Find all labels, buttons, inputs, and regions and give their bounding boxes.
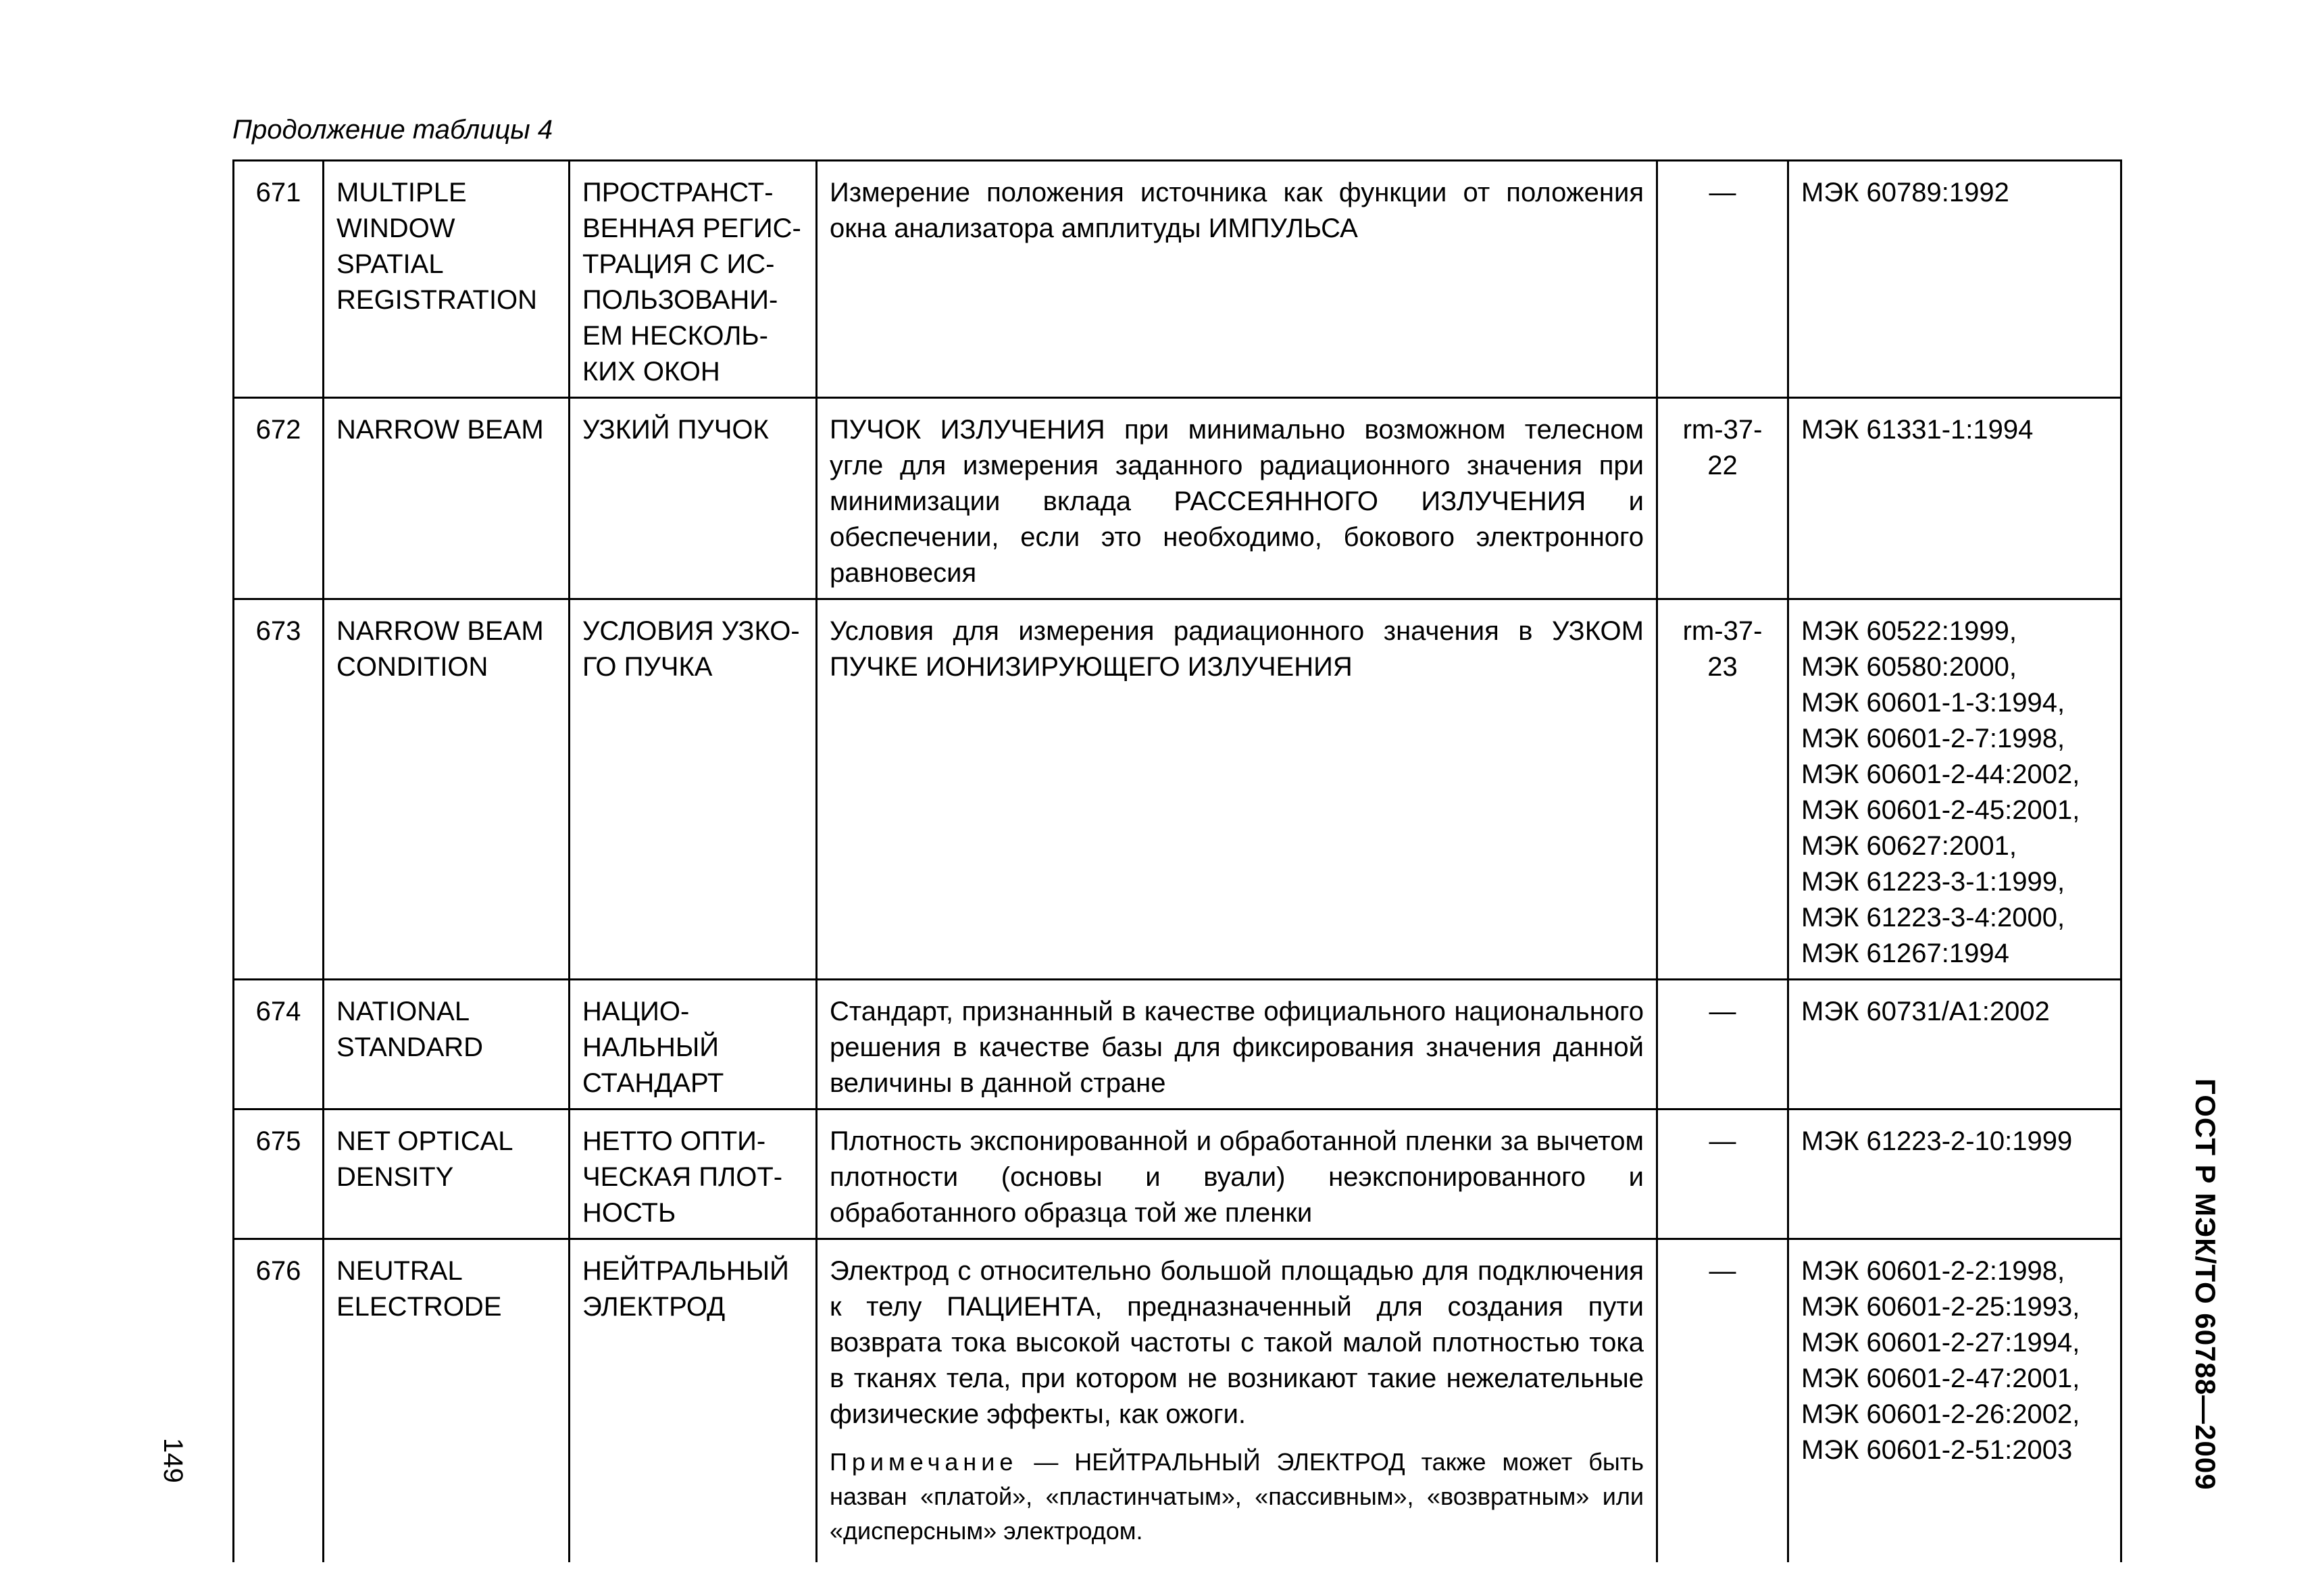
term-reference-code: — xyxy=(1657,161,1788,398)
term-russian-line: КИХ ОКОН xyxy=(582,357,720,386)
standard-ref: МЭК 60601-2-47:2001, xyxy=(1801,1364,2080,1393)
term-definition: Плотность экспонированной и обработанной пленки за вычетом плотности (основы и вуали) неэкспонированного и обработанного образца той же пленки xyxy=(817,1109,1657,1239)
term-definition: Измерение положения источника как функции от положения окна анализатора амплитуды ИМПУЛЬСА xyxy=(817,161,1657,398)
term-english-line: SPATIAL xyxy=(336,249,444,279)
term-english xyxy=(324,1109,570,1239)
term-definition: ПУЧОК ИЗЛУЧЕНИЯ при минимально возможном телесном угле для измерения заданного радиационного значения при минимизации вклада РАССЕЯННОГО ИЗЛУЧЕНИЯ и обеспечении, если это необходимо, бокового электронного равновесия xyxy=(817,398,1657,599)
term-russian-line: НОСТЬ xyxy=(582,1198,676,1228)
standard-ref: МЭК 60580:2000, xyxy=(1801,652,2017,682)
term-russian-line: ЧЕСКАЯ ПЛОТ- xyxy=(582,1162,783,1192)
term-standards xyxy=(1788,398,2121,599)
term-reference-code: — xyxy=(1657,1109,1788,1239)
term-english-line: NATIONAL xyxy=(336,997,470,1026)
term-russian-line: УСЛОВИЯ УЗКО- xyxy=(582,616,800,646)
term-definition xyxy=(817,1239,1657,1562)
term-english xyxy=(324,1239,570,1562)
term-english-line: ELECTRODE xyxy=(336,1292,502,1322)
standard-ref: МЭК 60601-2-51:2003 xyxy=(1801,1435,2073,1465)
standard-ref: МЭК 60601-2-44:2002, xyxy=(1801,759,2080,789)
term-russian-line: ГО ПУЧКА xyxy=(582,652,713,682)
table-row xyxy=(234,398,2121,599)
table-row xyxy=(234,980,2121,1109)
term-reference-code: rm-37-23 xyxy=(1657,599,1788,980)
term-reference-code: — xyxy=(1657,980,1788,1109)
term-standards xyxy=(1788,161,2121,398)
standard-ref: МЭК 60601-2-7:1998, xyxy=(1801,724,2065,753)
note-label: Примечание xyxy=(830,1448,1018,1476)
term-russian xyxy=(570,1239,817,1562)
term-definition: Стандарт, признанный в качестве официального национального решения в качестве базы для фиксирования значения данной величины в данной стране xyxy=(817,980,1657,1109)
standard-ref: МЭК 60601-2-45:2001, xyxy=(1801,795,2080,825)
term-russian-line: ПРОСТРАНСТ- xyxy=(582,178,774,207)
table-row xyxy=(234,1109,2121,1239)
term-russian-line: НАЛЬНЫЙ xyxy=(582,1032,719,1062)
term-number: 674 xyxy=(234,980,324,1109)
term-number: 676 xyxy=(234,1239,324,1562)
standard-ref: МЭК 60601-2-25:1993, xyxy=(1801,1292,2080,1322)
table-row xyxy=(234,1239,2121,1562)
term-english xyxy=(324,161,570,398)
term-english xyxy=(324,398,570,599)
term-russian xyxy=(570,1109,817,1239)
term-standards xyxy=(1788,599,2121,980)
term-number: 672 xyxy=(234,398,324,599)
standard-ref: МЭК 60601-1-3:1994, xyxy=(1801,688,2065,718)
standard-ref: МЭК 61267:1994 xyxy=(1801,939,2009,968)
term-english xyxy=(324,599,570,980)
term-russian-line: НЕТТО ОПТИ- xyxy=(582,1126,766,1156)
standard-ref: МЭК 60522:1999, xyxy=(1801,616,2017,646)
term-reference-code: — xyxy=(1657,1239,1788,1562)
table-row xyxy=(234,599,2121,980)
note-text: — НЕЙТРАЛЬНЫЙ ЭЛЕКТРОД также может быть назван «платой», «пластинчатым», «пассивным», «возвратным» или «дисперсным» электродом. xyxy=(830,1448,1644,1545)
term-english-line: NEUTRAL xyxy=(336,1256,463,1286)
term-russian xyxy=(570,599,817,980)
term-english-line: WINDOW xyxy=(336,214,455,243)
document-side-title: ГОСТ Р МЭК/ТО 60788—2009 xyxy=(2190,1078,2221,1491)
term-standards xyxy=(1788,980,2121,1109)
term-reference-code: rm-37-22 xyxy=(1657,398,1788,599)
term-english-line: DENSITY xyxy=(336,1162,454,1192)
term-english xyxy=(324,980,570,1109)
term-standards xyxy=(1788,1109,2121,1239)
definition-text: Электрод с относительно большой площадью для подключения к телу ПАЦИЕНТА, предназначенный для создания пути возврата тока высокой частоты с такой малой плотностью тока в тканях тела, при котором не возникают такие нежелательные физические эффекты, как ожоги. xyxy=(830,1256,1644,1429)
term-english-line: NARROW BEAM xyxy=(336,415,544,445)
standard-ref: МЭК 60601-2-26:2002, xyxy=(1801,1399,2080,1429)
term-russian-line: СТАНДАРТ xyxy=(582,1068,724,1098)
term-russian xyxy=(570,398,817,599)
definition-note xyxy=(830,1445,1644,1548)
term-english-line: MULTIPLE xyxy=(336,178,467,207)
terms-table xyxy=(232,159,2122,1562)
term-russian xyxy=(570,161,817,398)
term-russian-line: НАЦИО- xyxy=(582,997,690,1026)
table-caption: Продолжение таблицы 4 xyxy=(232,115,553,145)
page-number: 149 xyxy=(158,1438,188,1483)
term-number: 675 xyxy=(234,1109,324,1239)
term-english-line: REGISTRATION xyxy=(336,285,538,315)
term-english-line: STANDARD xyxy=(336,1032,484,1062)
term-english-line: NET OPTICAL xyxy=(336,1126,513,1156)
standard-ref: МЭК 60789:1992 xyxy=(1801,178,2009,207)
standard-ref: МЭК 60601-2-2:1998, xyxy=(1801,1256,2065,1286)
standard-ref: МЭК 60601-2-27:1994, xyxy=(1801,1328,2080,1357)
term-russian-line: ПОЛЬЗОВАНИ- xyxy=(582,285,778,315)
term-russian-line: ЭЛЕКТРОД xyxy=(582,1292,726,1322)
term-russian-line: НЕЙТРАЛЬНЫЙ xyxy=(582,1256,789,1286)
term-russian-line: ТРАЦИЯ С ИС- xyxy=(582,249,775,279)
standard-ref: МЭК 61223-2-10:1999 xyxy=(1801,1126,2073,1156)
term-definition: Условия для измерения радиационного значения в УЗКОМ ПУЧКЕ ИОНИЗИРУЮЩЕГО ИЗЛУЧЕНИЯ xyxy=(817,599,1657,980)
term-russian-line: УЗКИЙ ПУЧОК xyxy=(582,415,769,445)
term-russian-line: ВЕННАЯ РЕГИС- xyxy=(582,214,801,243)
standard-ref: МЭК 61223-3-4:2000, xyxy=(1801,903,2065,932)
term-standards xyxy=(1788,1239,2121,1562)
term-english-line: NARROW BEAM xyxy=(336,616,544,646)
standard-ref: МЭК 60731/А1:2002 xyxy=(1801,997,2050,1026)
term-number: 673 xyxy=(234,599,324,980)
term-english-line: CONDITION xyxy=(336,652,488,682)
term-number: 671 xyxy=(234,161,324,398)
standard-ref: МЭК 61331-1:1994 xyxy=(1801,415,2034,445)
standard-ref: МЭК 61223-3-1:1999, xyxy=(1801,867,2065,897)
table-row xyxy=(234,161,2121,398)
term-russian xyxy=(570,980,817,1109)
standard-ref: МЭК 60627:2001, xyxy=(1801,831,2017,861)
term-russian-line: ЕМ НЕСКОЛЬ- xyxy=(582,321,768,351)
